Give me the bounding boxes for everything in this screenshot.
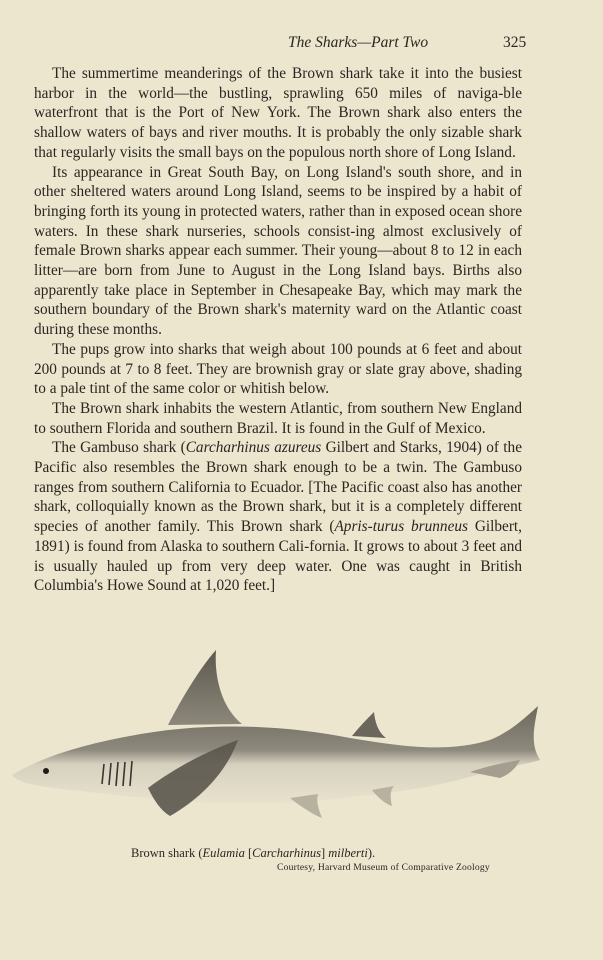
caption-genus: Eulamia — [202, 846, 245, 860]
paragraph-5-text: Gilbert and Starks, 1904) of the Pacific also resembles the Brown shark enough to be a twin. The Gambuso ranges from southern California to Ecuador. [The Pacific coast also has another shark, colloquially known as the Brown shark, but it is a completely different species of another family. This Brown shark ( — [34, 439, 522, 536]
paragraph-1: The summertime meanderings of the Brown shark take it into the busiest harbor in the world—the bustling, sprawling 650 miles of naviga-ble waterfront that is the Port of New York. The Brown shark also enters the shallow waters of bays and river mouths. It is probably the only sizable shark that regularly visits the small bays on the populous north shore of Long Island. — [34, 65, 522, 161]
species-name: Carcharhinus azureus — [185, 439, 322, 457]
figure-caption — [131, 846, 375, 861]
running-header: The Sharks—Part Two — [288, 34, 429, 51]
caption-text: [ — [244, 846, 253, 860]
second-dorsal-fin — [352, 712, 386, 738]
caption-text: Brown shark ( — [131, 846, 203, 860]
paragraph-5-text: Gilbert, 1891) is found from Alaska to southern Cali-fornia. It grows to about 3 feet and is usually hauled up from very deep water. One was caught in British Columbia's Howe Sound at 1,020 feet.] — [34, 518, 522, 595]
paragraph-5-text: The Gambuso shark ( — [52, 439, 186, 457]
paragraph-2: Its appearance in Great South Bay, on Long Island's south shore, and in other sheltered waters around Long Island, seems to be inspired by a habit of bringing forth its young in protected waters, rather than in exposed ocean shore waters. In these shark nurseries, schools consist-ing almost exclusively of female Brown sharks appear each summer. Their young—about 8 to 12 in each litter—are born from June to August in the Long Island bays. Births also apparently take place in September in Chesapeake Bay, which may mark the southern boundary of the Brown shark's maternity ward on the Atlantic coast during these months. — [34, 163, 522, 339]
dorsal-fin — [168, 650, 242, 725]
pelvic-fin — [290, 794, 322, 818]
paragraph-4: The Brown shark inhabits the western Atlantic, from southern New England to southern Florida and southern Brazil. It is found in the Gulf of Mexico. — [34, 399, 522, 437]
paragraph-5 — [34, 438, 522, 596]
shark-eye — [43, 768, 49, 774]
caption-alt-genus: Carcharhinus — [252, 846, 321, 860]
caption-species: milberti — [328, 846, 368, 860]
page-number: 325 — [503, 34, 527, 51]
body-text — [34, 64, 522, 596]
caption-text: ). — [367, 846, 376, 860]
brown-shark-illustration — [0, 640, 603, 840]
shark-body — [12, 706, 540, 803]
figure-credit: Courtesy, Harvard Museum of Comparative Zoology — [277, 862, 490, 873]
caption-text: ] — [320, 846, 329, 860]
species-name: Apris-turus brunneus — [334, 518, 468, 536]
paragraph-3: The pups grow into sharks that weigh about 100 pounds at 6 feet and about 200 pounds at 7 to 8 feet. They are brownish gray or slate gray above, shading to a pale tint of the same color or whitish below. — [34, 340, 522, 398]
